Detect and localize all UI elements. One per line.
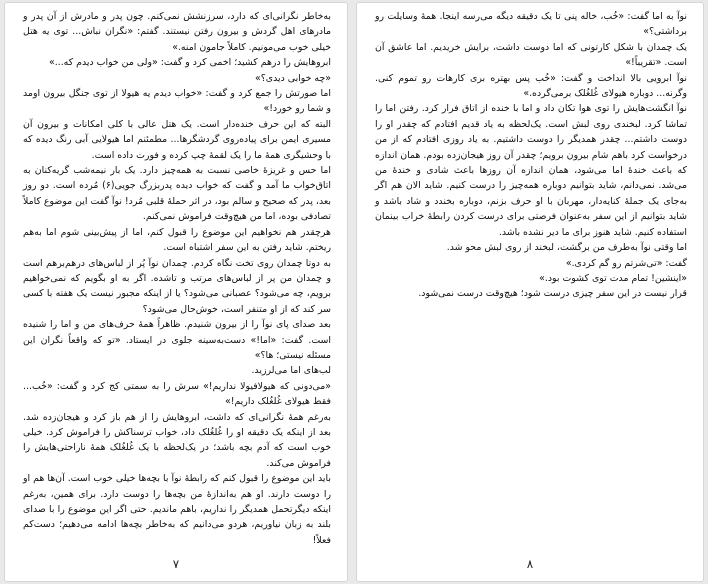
- paragraph: نوآ ابرویی بالا انداخت و گفت: «خُب پس بهتره بری کارهات رو تموم کنی. وگرنه... دوباره هیولای غُلغُلک برمی‌گرده.»: [375, 72, 687, 100]
- page-number: ۸: [526, 557, 534, 571]
- paragraph: یک چمدان با شکل کارتونی که اما دوست داشت، برایش خریدیم. اما عاشق آن است. «تقریباً!»: [375, 41, 687, 69]
- paragraph: نوآ به اما گفت: «خُب، خاله پنی تا یک دقیقه دیگه می‌رسه اینجا. همهٔ وسایلت رو برداشتی؟»: [375, 11, 687, 38]
- paragraph: ابروهایش را درهم کشید؛ اخمی کرد و گفت: «ولی من خواب دیدم که...»: [49, 57, 331, 69]
- page-text: [23, 9, 331, 548]
- page-number: ۷: [172, 557, 180, 571]
- paragraph: به‌خاطر نگرانی‌ای که دارد، سرزنشش نمی‌کنم. چون پدر و مادرش از آن پدر و مادرهای اهل گردش و بیرون رفتن نیستند. گفتم: «نگران نباش... توی یه هتل خیلی خوب می‌مونیم. کاملاً جامون امنه.»: [23, 11, 331, 53]
- paragraph: «چه خوابی دیدی؟»: [255, 72, 331, 84]
- paragraph: اما حس و غریزهٔ خاصی نسبت به همه‌چیز دارد. یک بار نیمه‌شب گریه‌کنان به اتاق‌خواب ما آمد و گفت که خواب دیده پدربزرگ جویی(۶) مُرده است. دو روز بعد، پدر که صحیح و سالم بود، در اثر حملهٔ قلبی مُرد! نوآ گفت این موضوع کاملاً تصادفی بوده، اما من هیچ‌وقت فراموش نمی‌کنم.: [23, 165, 331, 223]
- paragraph: هرچقدر هم نخواهیم این موضوع را قبول کنم، اما از پیش‌بینی شوم اما به‌هم ریختم. شاید رفتن به این سفر اشتباه است.: [23, 226, 331, 254]
- paragraph: بعد صدای پای نوآ را از بیرون شنیدم. ظاهراً همهٔ حرف‌های من و اما را شنیده است. گفت: «اما!» دست‌به‌سینه جلوی در ایستاد. «تو که واقعاً نگران این مسئله نیستی؛ ها؟»: [23, 319, 331, 361]
- paragraph: اما وقتی نوآ به‌طرف من برگشت، لبخند از روی لبش محو شد.: [446, 242, 687, 254]
- paragraph: به دوتا چمدان روی تخت نگاه کردم. چمدان نوآ پُر از لباس‌های درهم‌برهم است و چمدان من پر از لباس‌های مرتب و تاشده. اگر به او بگویم که نمی‌خواهیم برویم، چه می‌شود؟ عصبانی می‌شود؟ یا از اینکه مجبور نیست یک هفته با کسی سر کند که از او متنفر است، خوش‌حال می‌شود؟: [23, 257, 331, 315]
- paragraph: البته که این حرف خنده‌دار است. یک هتل عالی با کلی امکانات و بیرون آن مسیری ایمن برای پیاده‌روی گردشگرها... مطمئنم اما هیولایی آبی رنگ دیده که با وحشیگری همهٔ ما را یک لقمهٔ چپ کرده و فورت داده است.: [23, 118, 331, 161]
- paragraph: اما صورتش را جمع کرد و گفت: «خواب دیدم یه هیولا از توی جنگل بیرون اومد و شما رو خورد!»: [23, 88, 331, 115]
- paragraph: «می‌دونی که هیولافیولا نداریم!» سرش را به سمتی کج کرد و گفت: «خُب... فقط هیولای غُلغُلک داریم!»: [23, 380, 331, 408]
- page-text: [375, 9, 687, 302]
- paragraph: باید این موضوع را قبول کنم که رابطهٔ نوآ با بچه‌ها خیلی خوب است. آن‌ها هم او را دوست دارند. او هم به‌اندازهٔ من بچه‌ها را دوست دارد. برای همین، به‌رغم اینکه دیگرتحمل همدیگر را نداریم، باهم ماندیم. حتی اگر این موضوع را با صدای بلند به زبان نیاوریم، هردو می‌دانیم که به‌خاطر بچه‌ها ادامه می‌دهیم؛ دست‌کم فعلاً!: [23, 473, 331, 546]
- paragraph: گفت: «تی‌شرتم رو گم کردی.»: [565, 257, 687, 269]
- paragraph: به‌رغم همهٔ نگرانی‌ای که داشت، ابروهایش را از هم باز کرد و هیجان‌زده شد. بعد از اینکه یک دقیقه او را غُلغُلک داد، خواب ترسناکش را فراموش کرد. خیلی خوب است که آدم بچه باشد؛ در یک‌لحظه با یک غُلغُلک همهٔ ناراحتی‌هایش را فراموش می‌کند.: [23, 411, 331, 469]
- book-page-left: [4, 2, 348, 582]
- paragraph: لب‌های اما می‌لرزید.: [251, 365, 331, 377]
- book-page-right: [356, 2, 704, 582]
- paragraph: نوآ انگشت‌هایش را توی هوا تکان داد و اما با خنده از اتاق فرار کرد. رفتن اما را تماشا کرد. لبخندی روی لبش است. یک‌لحظه به یاد قدیم افتادم که چقدر او را دوست داشتم... چقدر همدیگر را دوست داشتیم. به یاد روزی افتادم که از من درخواست کرد باهم شام بیرون برویم؛ چقدر آن روز هیجان‌زده بودم. همان اندازه که باعث خندهٔ اما می‌شود، همان اندازه آن روزها باعث شادی و خندهٔ من می‌شد. نمی‌دانم، شاید بتوانیم دوباره همه‌چیز را درست کنیم. شاید الان هم اگر به‌جای یک جملهٔ کنایه‌دار، مهربان با او حرف بزنم، دوباره بخندد و شاد باشد و شاید بتوانیم از این سفر به‌عنوان فرصتی برای درست کردن رابطهٔ خراب بینمان استفاده کنیم. شاید هنوز برای ما دیر نشده باشد.: [375, 103, 687, 238]
- paragraph: قرار نیست در این سفر چیزی درست شود؛ هیچ‌وقت درست نمی‌شود.: [418, 288, 687, 300]
- paragraph: «اینشین! تمام مدت توی کشوت بود.»: [539, 272, 687, 284]
